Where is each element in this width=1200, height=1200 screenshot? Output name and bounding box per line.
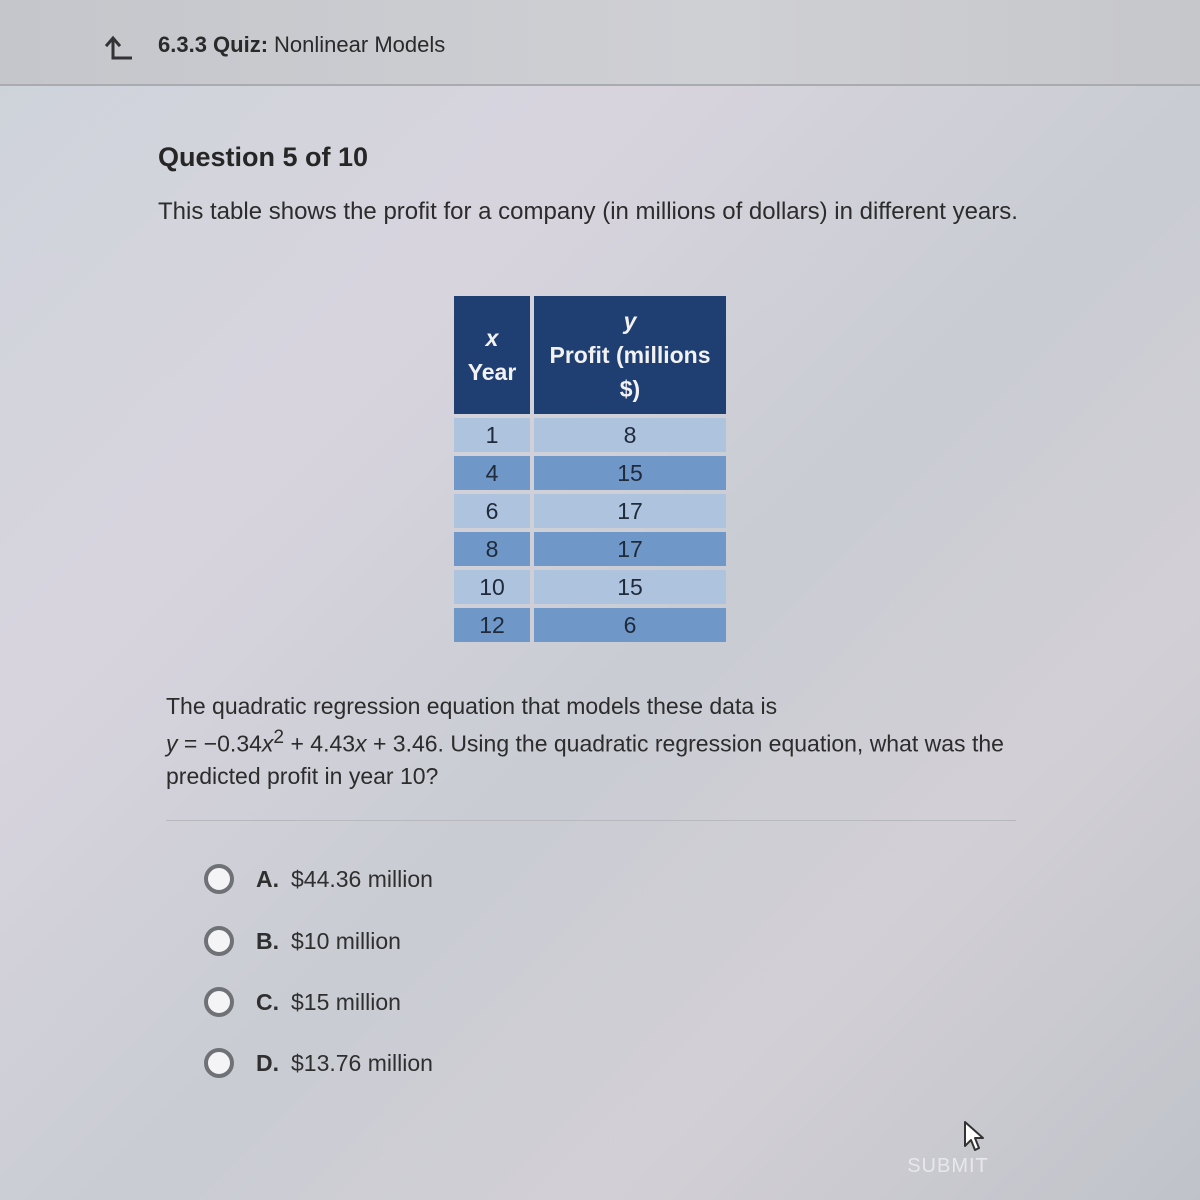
radio-button-icon[interactable]	[204, 864, 234, 894]
table-header-y	[534, 296, 726, 414]
eq-y-var: y	[166, 730, 178, 757]
table-row	[454, 570, 726, 604]
eq-part-a: = −0.34	[177, 730, 262, 757]
radio-button-icon[interactable]	[204, 1048, 234, 1078]
eq-exponent: 2	[273, 727, 285, 748]
header-y-label: Profit (millions $)	[549, 342, 711, 402]
submit-button[interactable]: SUBMIT	[907, 1154, 989, 1177]
option-text: $13.76 million	[291, 1049, 433, 1076]
option-text: $44.36 million	[291, 865, 433, 892]
option-letter: A.	[256, 865, 279, 892]
cell-y: 15	[534, 456, 726, 490]
quiz-name: Nonlinear Models	[274, 32, 446, 57]
table-row	[454, 608, 726, 642]
header-y-var: y	[623, 308, 637, 334]
mouse-pointer-icon	[962, 1120, 988, 1154]
question-number: Question 5 of 10	[158, 142, 369, 172]
answer-option-b[interactable]	[204, 924, 401, 958]
cell-x: 6	[454, 494, 530, 528]
cell-y: 17	[534, 532, 726, 566]
cell-x: 12	[454, 608, 530, 642]
cell-x: 4	[454, 456, 530, 490]
cell-y: 6	[534, 608, 726, 642]
cell-x: 10	[454, 570, 530, 604]
header-x-var: x	[485, 325, 499, 351]
profit-table	[450, 292, 730, 646]
option-text: $15 million	[291, 988, 401, 1015]
answer-option-c[interactable]	[204, 985, 401, 1019]
option-letter: C.	[256, 988, 279, 1015]
table-row	[454, 418, 726, 452]
answer-option-d[interactable]	[204, 1046, 433, 1080]
cell-y: 17	[534, 494, 726, 528]
equation-text	[166, 690, 1026, 792]
eq-part-b: + 4.43	[284, 730, 356, 757]
radio-button-icon[interactable]	[204, 926, 234, 956]
quiz-title	[158, 32, 445, 58]
table-row	[454, 456, 726, 490]
option-text: $10 million	[291, 927, 401, 954]
cell-x: 1	[454, 418, 530, 452]
option-letter: D.	[256, 1049, 279, 1076]
question-prompt: This table shows the profit for a company (in millions of dollars) in different years.	[158, 198, 1018, 225]
quiz-header	[0, 0, 1200, 86]
cell-y: 8	[534, 418, 726, 452]
divider	[166, 820, 1016, 821]
eq-x-var: x	[355, 730, 367, 757]
equation-intro: The quadratic regression equation that models these data is	[166, 693, 778, 719]
table-row	[454, 494, 726, 528]
quiz-code: 6.3.3 Quiz:	[158, 32, 269, 57]
header-x-label: Year	[467, 359, 517, 385]
cell-x: 8	[454, 532, 530, 566]
answer-option-a[interactable]	[204, 862, 433, 896]
eq-part-c: + 3.46. Using the quadratic regression equation, what was the predicted profit in year 10?	[166, 730, 1004, 789]
back-arrow-icon[interactable]	[104, 34, 134, 60]
radio-button-icon[interactable]	[204, 987, 234, 1017]
option-letter: B.	[256, 927, 279, 954]
table-header-x	[454, 296, 530, 414]
table-row	[454, 532, 726, 566]
cell-y: 15	[534, 570, 726, 604]
eq-x-var: x	[261, 730, 274, 757]
